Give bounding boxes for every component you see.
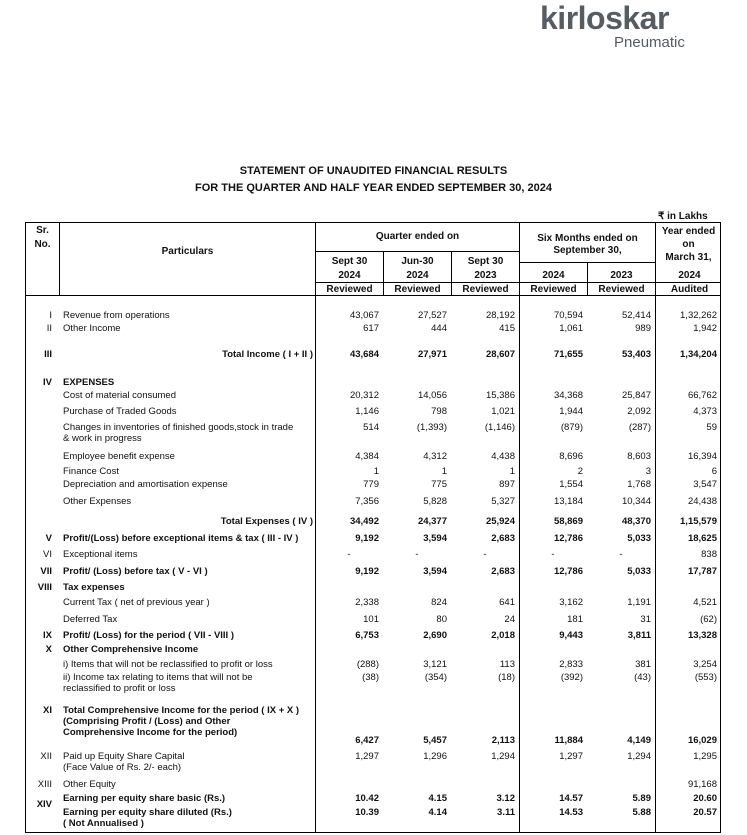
row-particulars xyxy=(63,597,313,608)
cell-value: 641 xyxy=(499,597,515,608)
cell-value: 2,690 xyxy=(423,630,447,641)
cell-value: 15,386 xyxy=(485,390,515,401)
cell-value: 1,554 xyxy=(559,479,583,490)
particulars-line: EXPENSES xyxy=(63,377,115,388)
particulars-line: Other Comprehensive Income xyxy=(63,644,199,655)
row-particulars xyxy=(63,566,313,577)
cell-value: 1,294 xyxy=(491,751,515,762)
column-header-l2: 2024 xyxy=(338,270,361,281)
cell-value: 113 xyxy=(499,659,515,670)
cell-value: 4,521 xyxy=(693,597,717,608)
column-header-l2: 2023 xyxy=(474,270,497,281)
cell-value: 3,254 xyxy=(693,659,717,670)
cell-value: 2,018 xyxy=(491,630,515,641)
particulars-line: Cost of material consumed xyxy=(63,390,176,401)
cell-value: 2,092 xyxy=(627,406,651,417)
cell-value: 1,944 xyxy=(559,406,583,417)
no-header: No. xyxy=(34,239,51,250)
cell-value: 5,457 xyxy=(423,735,447,746)
cell-value: (38) xyxy=(362,672,379,683)
cell-value: 66,762 xyxy=(687,390,717,401)
cell-value: 6,753 xyxy=(355,630,379,641)
column-header-l3: Reviewed xyxy=(598,284,645,295)
cell-value: (879) xyxy=(560,422,583,433)
cell-value: 4,149 xyxy=(627,735,651,746)
cell-value: 3.11 xyxy=(497,807,515,818)
cell-value: 28,607 xyxy=(485,349,515,360)
cell-value: 2,338 xyxy=(355,597,379,608)
row-particulars xyxy=(63,479,313,490)
column-header-l1: Jun-30 xyxy=(401,256,434,267)
cell-value: 1 xyxy=(373,466,379,477)
column-header-l2: 2024 xyxy=(678,270,701,281)
cell-value: - xyxy=(619,549,623,560)
cell-value: (287) xyxy=(628,422,651,433)
six-months-header: Six Months ended on xyxy=(537,233,638,244)
cell-value: 18,625 xyxy=(687,533,717,544)
cell-value: 7,356 xyxy=(355,496,379,507)
cell-value: 4,384 xyxy=(355,451,379,462)
row-particulars xyxy=(63,614,313,625)
cell-value: 897 xyxy=(499,479,515,490)
row-serial: IV xyxy=(43,377,52,388)
cell-value: 1,146 xyxy=(355,406,379,417)
row-serial: IX xyxy=(43,630,52,641)
cell-value: 48,370 xyxy=(621,516,651,527)
row-serial: I xyxy=(49,310,52,321)
cell-value: (392) xyxy=(560,672,583,683)
cell-value: 3,594 xyxy=(423,566,447,577)
row-particulars xyxy=(63,582,313,593)
cell-value: 514 xyxy=(363,422,379,433)
particulars-line: & work in progress xyxy=(63,433,142,444)
particulars-line: Depreciation and amortisation expense xyxy=(63,479,228,490)
cell-value: 27,527 xyxy=(417,310,447,321)
cell-value: 824 xyxy=(431,597,447,608)
cell-value: 5,327 xyxy=(491,496,515,507)
cell-value: 52,414 xyxy=(621,310,651,321)
particulars-line: Employee benefit expense xyxy=(63,451,175,462)
cell-value: 91,168 xyxy=(687,779,717,790)
row-serial: XIV xyxy=(36,799,52,810)
year-header-2: on xyxy=(682,239,695,250)
column-header-l1: Sept 30 xyxy=(331,256,368,267)
cell-value: 1,768 xyxy=(627,479,651,490)
cell-value: (1,393) xyxy=(416,422,447,433)
cell-value: 9,192 xyxy=(355,566,379,577)
cell-value: 101 xyxy=(363,614,379,625)
row-particulars xyxy=(63,377,313,388)
particulars-line: Profit/ (Loss) for the period ( VII - VIII ) xyxy=(63,630,234,641)
cell-value: 71,655 xyxy=(553,349,583,360)
year-header: Year ended xyxy=(661,226,716,237)
cell-value: 444 xyxy=(431,323,447,334)
cell-value: 415 xyxy=(499,323,515,334)
row-serial: VI xyxy=(43,549,52,560)
cell-value: 989 xyxy=(635,323,651,334)
row-particulars xyxy=(63,751,313,773)
row-serial: XIII xyxy=(37,779,52,790)
particulars-line: Total Expenses ( IV ) xyxy=(220,516,313,527)
cell-value: 80 xyxy=(436,614,447,625)
cell-value: 1,297 xyxy=(355,751,379,762)
cell-value: 3.12 xyxy=(496,793,515,804)
cell-value: 14.57 xyxy=(559,793,583,804)
cell-value: 24,377 xyxy=(417,516,447,527)
row-particulars xyxy=(63,533,313,544)
cell-value: 1,34,204 xyxy=(680,349,717,360)
cell-value: 12,786 xyxy=(553,566,583,577)
cell-value: 43,684 xyxy=(349,349,379,360)
row-particulars xyxy=(63,516,313,527)
cell-value: 34,492 xyxy=(349,516,379,527)
particulars-line: Current Tax ( net of previous year ) xyxy=(63,597,210,608)
cell-value: 16,394 xyxy=(687,451,717,462)
cell-value: 20.57 xyxy=(693,807,717,818)
cell-value: 10.42 xyxy=(355,793,379,804)
cell-value: 53,403 xyxy=(621,349,651,360)
column-header-l1: Sept 30 xyxy=(467,256,504,267)
cell-value: 58,869 xyxy=(553,516,583,527)
cell-value: 5,033 xyxy=(627,533,651,544)
cell-value: (43) xyxy=(634,672,651,683)
row-particulars xyxy=(63,807,313,829)
particulars-line: Deferred Tax xyxy=(63,614,118,625)
cell-value: 5,828 xyxy=(423,496,447,507)
row-serial: II xyxy=(46,323,52,334)
cell-value: 3 xyxy=(645,466,651,477)
cell-value: 70,594 xyxy=(553,310,583,321)
particulars-line: Revenue from operations xyxy=(63,310,170,321)
row-serial: XI xyxy=(43,705,52,716)
cell-value: 28,192 xyxy=(485,310,515,321)
cell-value: 24 xyxy=(504,614,515,625)
particulars-line: Comprehensive Income for the period) xyxy=(63,727,238,738)
quarter-header: Quarter ended on xyxy=(375,231,460,242)
cell-value: - xyxy=(347,549,351,560)
particulars-line: Earning per equity share diluted (Rs.) xyxy=(63,807,232,818)
row-particulars xyxy=(63,466,313,477)
row-particulars xyxy=(63,390,313,401)
particulars-line: Finance Cost xyxy=(63,466,119,477)
cell-value: 13,184 xyxy=(553,496,583,507)
brand-logo: kirloskar xyxy=(540,0,669,36)
column-header-l2: 2024 xyxy=(406,270,429,281)
cell-value: 27,971 xyxy=(417,349,447,360)
sr-header: Sr. xyxy=(36,225,49,236)
row-particulars xyxy=(63,779,313,790)
row-particulars xyxy=(63,310,313,321)
brand-subtitle: Pneumatic xyxy=(614,34,685,51)
particulars-line: Other Equity xyxy=(63,779,116,790)
cell-value: 5.88 xyxy=(632,807,651,818)
cell-value: (288) xyxy=(356,659,379,670)
cell-value: 381 xyxy=(635,659,651,670)
cell-value: 2,113 xyxy=(491,735,515,746)
cell-value: 1,296 xyxy=(423,751,447,762)
cell-value: 6 xyxy=(711,466,717,477)
cell-value: 181 xyxy=(567,614,583,625)
cell-value: 4.14 xyxy=(428,807,447,818)
particulars-line: Changes in inventories of finished goods,stock in trade xyxy=(63,422,294,433)
cell-value: 6,427 xyxy=(355,735,379,746)
cell-value: 775 xyxy=(431,479,447,490)
cell-value: 779 xyxy=(363,479,379,490)
cell-value: 798 xyxy=(431,406,447,417)
row-serial: V xyxy=(45,533,52,544)
cell-value: 3,121 xyxy=(423,659,447,670)
cell-value: 3,594 xyxy=(423,533,447,544)
cell-value: 20.60 xyxy=(693,793,717,804)
cell-value: 1,191 xyxy=(627,597,651,608)
row-particulars xyxy=(63,406,313,417)
currency-unit: ₹ in Lakhs xyxy=(658,211,708,222)
cell-value: (62) xyxy=(700,614,717,625)
column-header-l3: Reviewed xyxy=(326,284,373,295)
cell-value: 24,438 xyxy=(687,496,717,507)
row-particulars xyxy=(63,323,313,334)
column-header-l2: 2024 xyxy=(542,270,565,281)
cell-value: 2 xyxy=(577,466,583,477)
cell-value: (18) xyxy=(498,672,515,683)
cell-value: 4.15 xyxy=(428,793,447,804)
cell-value: 1,15,579 xyxy=(680,516,717,527)
cell-value: 838 xyxy=(701,549,717,560)
cell-value: 12,786 xyxy=(553,533,583,544)
row-serial: VII xyxy=(40,566,52,577)
particulars-line: Purchase of Traded Goods xyxy=(63,406,177,417)
particulars-line: Profit/ (Loss) before tax ( V - VI ) xyxy=(63,566,208,577)
cell-value: 14,056 xyxy=(417,390,447,401)
cell-value: 9,443 xyxy=(559,630,583,641)
cell-value: 1 xyxy=(441,466,447,477)
particulars-header: Particulars xyxy=(161,246,214,257)
particulars-line: Paid up Equity Share Capital xyxy=(63,751,185,762)
cell-value: 11,884 xyxy=(554,735,583,746)
column-header-l3: Reviewed xyxy=(462,284,509,295)
cell-value: 3,811 xyxy=(627,630,651,641)
cell-value: 1,021 xyxy=(491,406,515,417)
row-particulars xyxy=(63,549,313,560)
particulars-line: Earning per equity share basic (Rs.) xyxy=(63,793,226,804)
cell-value: 10.39 xyxy=(355,807,379,818)
particulars-line: Exceptional items xyxy=(63,549,138,560)
cell-value: 8,603 xyxy=(627,451,651,462)
row-particulars xyxy=(63,644,313,655)
cell-value: 25,924 xyxy=(485,516,515,527)
cell-value: 25,847 xyxy=(621,390,651,401)
cell-value: 1,942 xyxy=(693,323,717,334)
cell-value: 59 xyxy=(706,422,717,433)
cell-value: 34,368 xyxy=(553,390,583,401)
cell-value: 4,312 xyxy=(423,451,447,462)
row-particulars xyxy=(63,659,313,670)
row-serial: XII xyxy=(40,751,52,762)
row-particulars xyxy=(63,349,313,360)
row-serial: VIII xyxy=(37,582,52,593)
statement-subtitle: FOR THE QUARTER AND HALF YEAR ENDED SEPTEMBER 30, 2024 xyxy=(195,182,552,194)
column-header-l3: Reviewed xyxy=(530,284,577,295)
statement-title: STATEMENT OF UNAUDITED FINANCIAL RESULTS xyxy=(239,165,508,177)
year-header-3: March 31, xyxy=(665,252,712,263)
cell-value: 9,192 xyxy=(355,533,379,544)
cell-value: (354) xyxy=(424,672,447,683)
particulars-line: (Comprising Profit / (Loss) and Other xyxy=(63,716,231,727)
column-header-l3: Audited xyxy=(670,284,709,295)
cell-value: 13,328 xyxy=(687,630,717,641)
particulars-line: (Face Value of Rs. 2/- each) xyxy=(63,762,182,773)
particulars-line: Total Income ( I + II ) xyxy=(222,349,313,360)
cell-value: 5,033 xyxy=(627,566,651,577)
cell-value: 31 xyxy=(640,614,651,625)
cell-value: 4,438 xyxy=(491,451,515,462)
row-particulars xyxy=(63,496,313,507)
cell-value: 3,162 xyxy=(559,597,583,608)
cell-value: 4,373 xyxy=(693,406,717,417)
cell-value: 1,294 xyxy=(627,751,651,762)
cell-value: (1,146) xyxy=(484,422,515,433)
particulars-line: ( Not Annualised ) xyxy=(63,818,144,829)
particulars-line: Other Expenses xyxy=(63,496,132,507)
cell-value: 1 xyxy=(509,466,515,477)
row-particulars xyxy=(63,793,313,804)
cell-value: 5.89 xyxy=(632,793,651,804)
row-particulars xyxy=(63,705,313,738)
cell-value: 1,061 xyxy=(559,323,583,334)
cell-value: - xyxy=(415,549,419,560)
cell-value: - xyxy=(483,549,487,560)
cell-value: 2,833 xyxy=(559,659,583,670)
row-particulars xyxy=(63,451,313,462)
cell-value: (553) xyxy=(694,672,717,683)
cell-value: 2,683 xyxy=(491,566,515,577)
row-serial: III xyxy=(44,349,52,360)
particulars-line: Total Comprehensive Income for the period ( IX + X ) xyxy=(63,705,300,716)
particulars-line: ii) Income tax relating to items that will not be xyxy=(63,672,253,683)
row-particulars xyxy=(63,422,313,444)
cell-value: 17,787 xyxy=(687,566,717,577)
particulars-line: Tax expenses xyxy=(63,582,125,593)
cell-value: 3,547 xyxy=(693,479,717,490)
particulars-line: i) Items that will not be reclassified to profit or loss xyxy=(63,659,273,670)
cell-value: 20,312 xyxy=(349,390,379,401)
cell-value: 10,344 xyxy=(621,496,651,507)
row-particulars xyxy=(63,672,313,694)
cell-value: 1,297 xyxy=(559,751,583,762)
column-header-l2: 2023 xyxy=(610,270,633,281)
column-header-l3: Reviewed xyxy=(394,284,441,295)
cell-value: 617 xyxy=(363,323,379,334)
six-months-header-2: September 30, xyxy=(553,245,622,256)
row-serial: X xyxy=(45,644,52,655)
cell-value: 14.53 xyxy=(559,807,583,818)
cell-value: 1,295 xyxy=(693,751,717,762)
particulars-line: Other Income xyxy=(63,323,121,334)
cell-value: 16,029 xyxy=(687,735,717,746)
cell-value: 1,32,262 xyxy=(680,310,717,321)
particulars-line: Profit/(Loss) before exceptional items & tax ( III - IV ) xyxy=(63,533,299,544)
cell-value: 2,683 xyxy=(491,533,515,544)
cell-value: - xyxy=(551,549,555,560)
cell-value: 43,067 xyxy=(349,310,379,321)
row-particulars xyxy=(63,630,313,641)
cell-value: 8,696 xyxy=(559,451,583,462)
particulars-line: reclassified to profit or loss xyxy=(63,683,176,694)
